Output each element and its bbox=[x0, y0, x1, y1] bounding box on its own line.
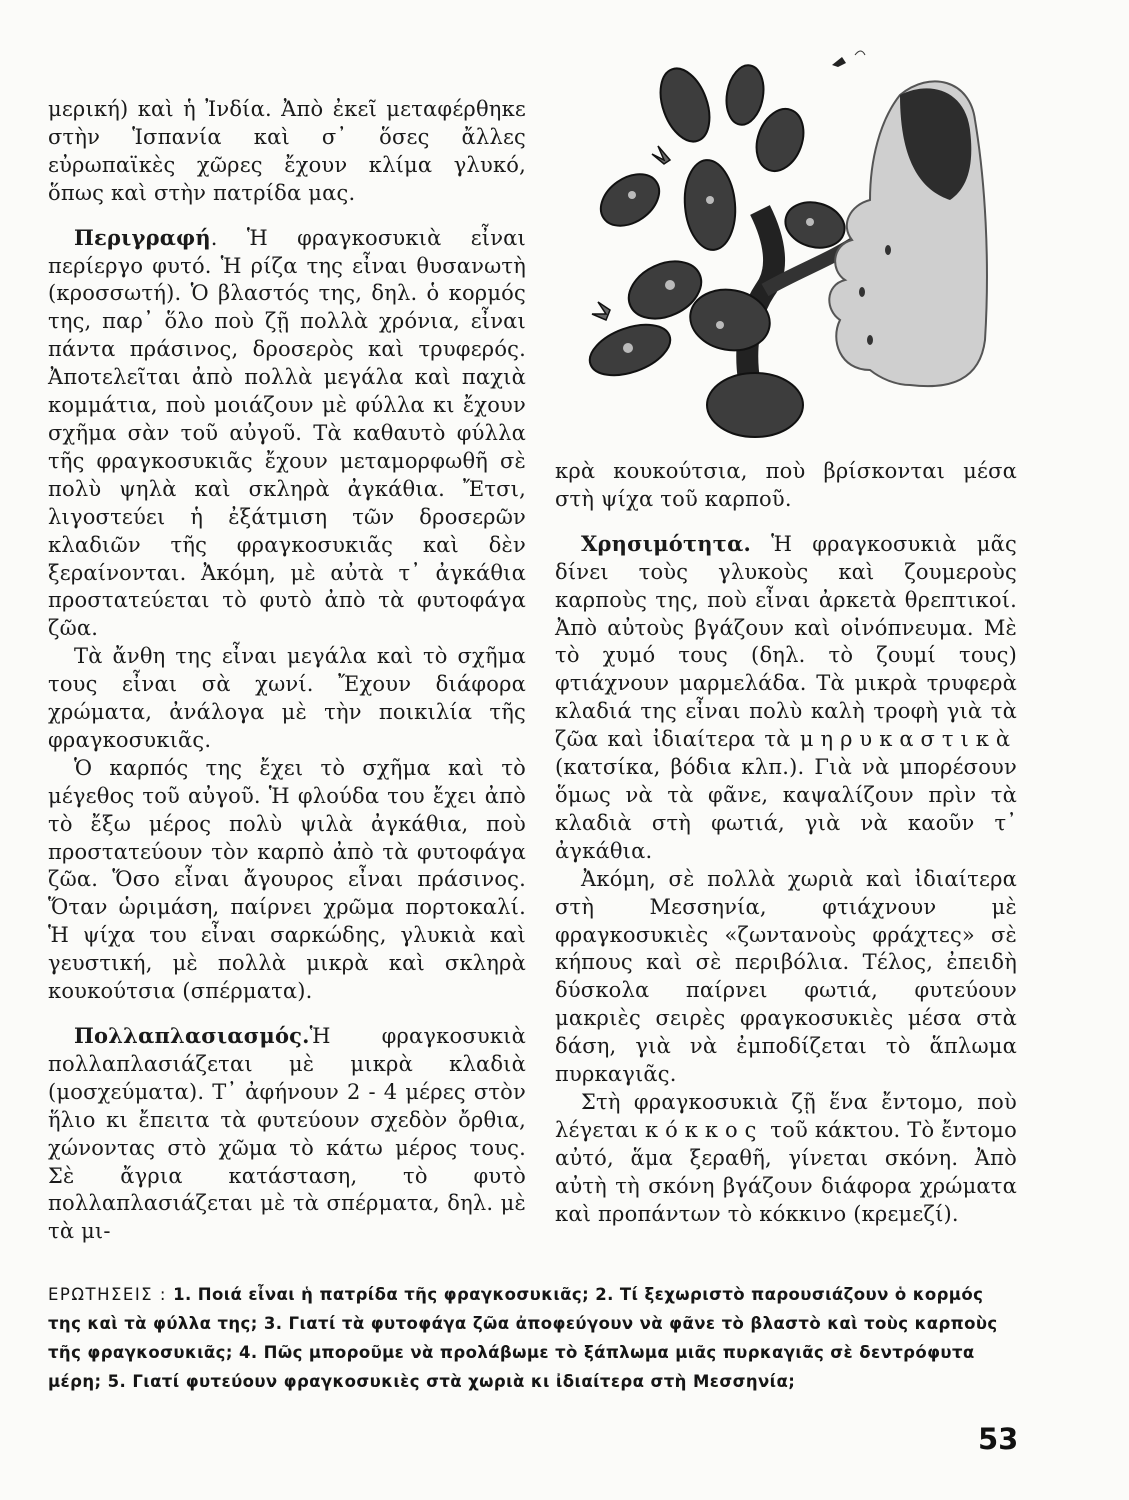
paragraph-seeds-continued: κρὰ κουκούτσια, ποὺ βρίσκονται μέσα στὴ ψίχα τοῦ καρποῦ. bbox=[555, 459, 1017, 511]
questions-label: ΕΡΩΤΗΣΕΙΣ : bbox=[48, 1285, 167, 1304]
paragraph-origin: μερική) καὶ ἡ Ἰνδία. Ἀπὸ ἐκεῖ μεταφέρθηκε στὴν Ἱσπανία καὶ σ᾿ ὅσες ἄλλες εὐρωπαϊκὲς χῶρες ἔχουν κλίμα γλυκό, ὅπως καὶ στὴν πατρίδα μας. bbox=[48, 97, 526, 205]
heading-usefulness: Χρησιμότητα. bbox=[581, 530, 751, 556]
questions-text: 1. Ποιά εἶναι ἡ πατρίδα τῆς φραγκοσυκιᾶς; 2. Τί ξεχωριστὸ παρουσιάζουν ὁ κορμός της καὶ τὰ φύλλα της; 3. Γιατί τὰ φυτοφάγα ζῶα ἀποφεύγουν νὰ φᾶνε τὸ βλαστὸ καὶ τοὺς καρποὺς τῆς φραγκοσυκιᾶς; 4. Πῶς μποροῦμε νὰ προλάβωμε τὸ ξάπλωμα μιᾶς πυρκαγιᾶς σὲ δεντρόφυτα μέρη; 5. Γιατί φυτεύουν φραγκοσυκιὲς στὰ χωριὰ κι ἰδιαίτερα στὴ Μεσσηνία; bbox=[48, 1285, 998, 1391]
page-number: 53 bbox=[978, 1422, 1019, 1456]
paragraph-flowers: Τὰ ἄνθη της εἶναι μεγάλα καὶ τὸ σχῆμα τους εἶναι σὰ χωνί. Ἔχουν διάφορα χρώματα, ἀνάλογα μὲ τὴν ποικιλία τῆς φραγκοσυκιᾶς. bbox=[48, 644, 526, 752]
kokkos-term: κόκκος bbox=[644, 1117, 764, 1142]
right-text-column bbox=[555, 458, 1017, 1228]
paragraph-usefulness bbox=[555, 530, 1017, 866]
paragraph-description bbox=[48, 224, 526, 644]
ruminants-term: μηρυκαστικὰ bbox=[799, 727, 1017, 752]
usefulness-text-b: (κατσίκα, βόδια κλπ.). Γιὰ νὰ μπορέσουν ὅμως νὰ τὰ φᾶνε, καψαλίζουν πρὶν τὰ κλαδιὰ στὴ φωτιά, γιὰ νὰ καοῦν τ᾿ ἀγκάθια. bbox=[555, 755, 1017, 863]
paragraph-propagation bbox=[48, 1022, 526, 1246]
paragraph-insect bbox=[555, 1089, 1017, 1229]
heading-propagation: Πολλαπλασιασμός. bbox=[74, 1023, 310, 1048]
paragraph-fruit: Ὁ καρπός της ἔχει τὸ σχῆμα καὶ τὸ μέγεθος τοῦ αὐγοῦ. Ἡ φλούδα του ἔχει ἀπὸ τὸ ἔξω μέρος πολὺ ψιλὰ ἀγκάθια, ποὺ προστατεύουν τὸν καρπὸ ἀπὸ τὰ φυτοφάγα ζῶα. Ὅσο εἶναι ἄγουρος εἶναι πράσινος. Ὅταν ὡριμάση, παίρνει χρῶμα πορτοκαλί. Ἡ ψίχα του εἶναι σαρκώδης, γλυκιὰ καὶ γευστική, μὲ πολλὰ μικρὰ καὶ σκληρὰ κουκούτσια (σπέρματα). bbox=[48, 755, 526, 1004]
questions-section bbox=[48, 1280, 1018, 1396]
heading-description: Περιγραφή bbox=[74, 224, 211, 250]
insect-text-a: Στὴ φραγκοσυκιὰ ζῇ ἕνα ἔντομο, ποὺ λέγεται bbox=[555, 1089, 1017, 1142]
usefulness-text-a: Ἡ φραγκοσυκιὰ μᾶς δίνει τοὺς γλυκοὺς καὶ ζουμεροὺς καρποὺς της, ποὺ εἶναι ἀρκετὰ θρεπτικοί. Ἀπὸ αὐτοὺς βγάζουν καὶ οἰνόπνευμα. Μὲ τὸ χυμό τους (δηλ. τὸ ζουμί τους) φτιάχνουν μαρμελάδα. Τὰ μικρὰ τρυφερὰ κλαδιά της εἶναι πολὺ καλὴ τροφὴ γιὰ τὰ ζῶα καὶ ἰδιαίτερα τὰ bbox=[555, 531, 1017, 752]
paragraph-fences: Ἀκόμη, σὲ πολλὰ χωριὰ καὶ ἰδιαίτερα στὴ Μεσσηνία, φτιάχνουν μὲ φραγκοσυκιὲς «ζωντανοὺς φράχτες» σὲ κήπους καὶ σὲ περιβόλια. Τέλος, ἐπειδὴ δύσκολα παίρνει φωτιά, φυτεύουν μακριὲς σειρὲς φραγκοσυκιὲς μέσα στὰ δάση, γιὰ νὰ ἐμποδίζεται τὸ ἅπλωμα πυρκαγιᾶς. bbox=[555, 866, 1017, 1087]
insect-text-b: τοῦ κάκτου. Τὸ ἔντομο αὐτό, ἅμα ξεραθῆ, γίνεται σκόνη. Ἀπὸ αὐτὴ τὴ σκόνη βγάζουν διάφορα χρώματα καὶ προπάντων τὸ κόκκινο (κρεμεζί). bbox=[555, 1117, 1017, 1226]
prickly-pear-cactus-illustration bbox=[570, 40, 1010, 450]
left-text-column bbox=[48, 96, 526, 1246]
propagation-text: Ἡ φραγκοσυκιὰ πολλαπλασιάζεται μὲ μικρὰ κλαδιὰ (μοσχεύματα). Τ᾿ ἀφήνουν 2 - 4 μέρες στὸν ἥλιο κι ἔπειτα τὰ φυτεύουν σχεδὸν ὄρθια, χώνοντας στὸ χῶμα τὸ κάτω μέρος τους. Σὲ ἄγρια κατάσταση, τὸ φυτὸ πολλαπλασιάζεται μὲ τὰ σπέρματα, δηλ. μὲ τὰ μι- bbox=[48, 1024, 526, 1244]
description-text: . Ἡ φραγκοσυκιὰ εἶναι περίεργο φυτό. Ἡ ρίζα της εἶναι θυσανωτὴ (κροσσωτή). Ὁ βλαστός της, δηλ. ὁ κορμός της, παρ᾿ ὅλο ποὺ ζῇ πολλὰ χρόνια, εἶναι πάντα πράσινος, δροσερὸς καὶ τρυφερός. Ἀποτελεῖται ἀπὸ πολλὰ μεγάλα καὶ παχιὰ κομμάτια, ποὺ μοιάζουν μὲ φύλλα κι ἔχουν σχῆμα σὰν τοῦ αὐγοῦ. Τὰ καθαυτὸ φύλλα τῆς φραγκοσυκιᾶς ἔχουν μεταμορφωθῆ σὲ πολὺ ψηλὰ καὶ σκληρὰ ἀγκάθια. Ἔτσι, λιγοστεύει ἡ ἐξάτμιση τῶν δροσερῶν κλαδιῶν τῆς φραγκοσυκιᾶς καὶ δὲν ξεραίνονται. Ἀκόμη, μὲ αὐτὰ τ᾿ ἀγκάθια προστατεύεται τὸ φυτὸ ἀπὸ τὰ φυτοφάγα ζῶα. bbox=[48, 225, 526, 641]
